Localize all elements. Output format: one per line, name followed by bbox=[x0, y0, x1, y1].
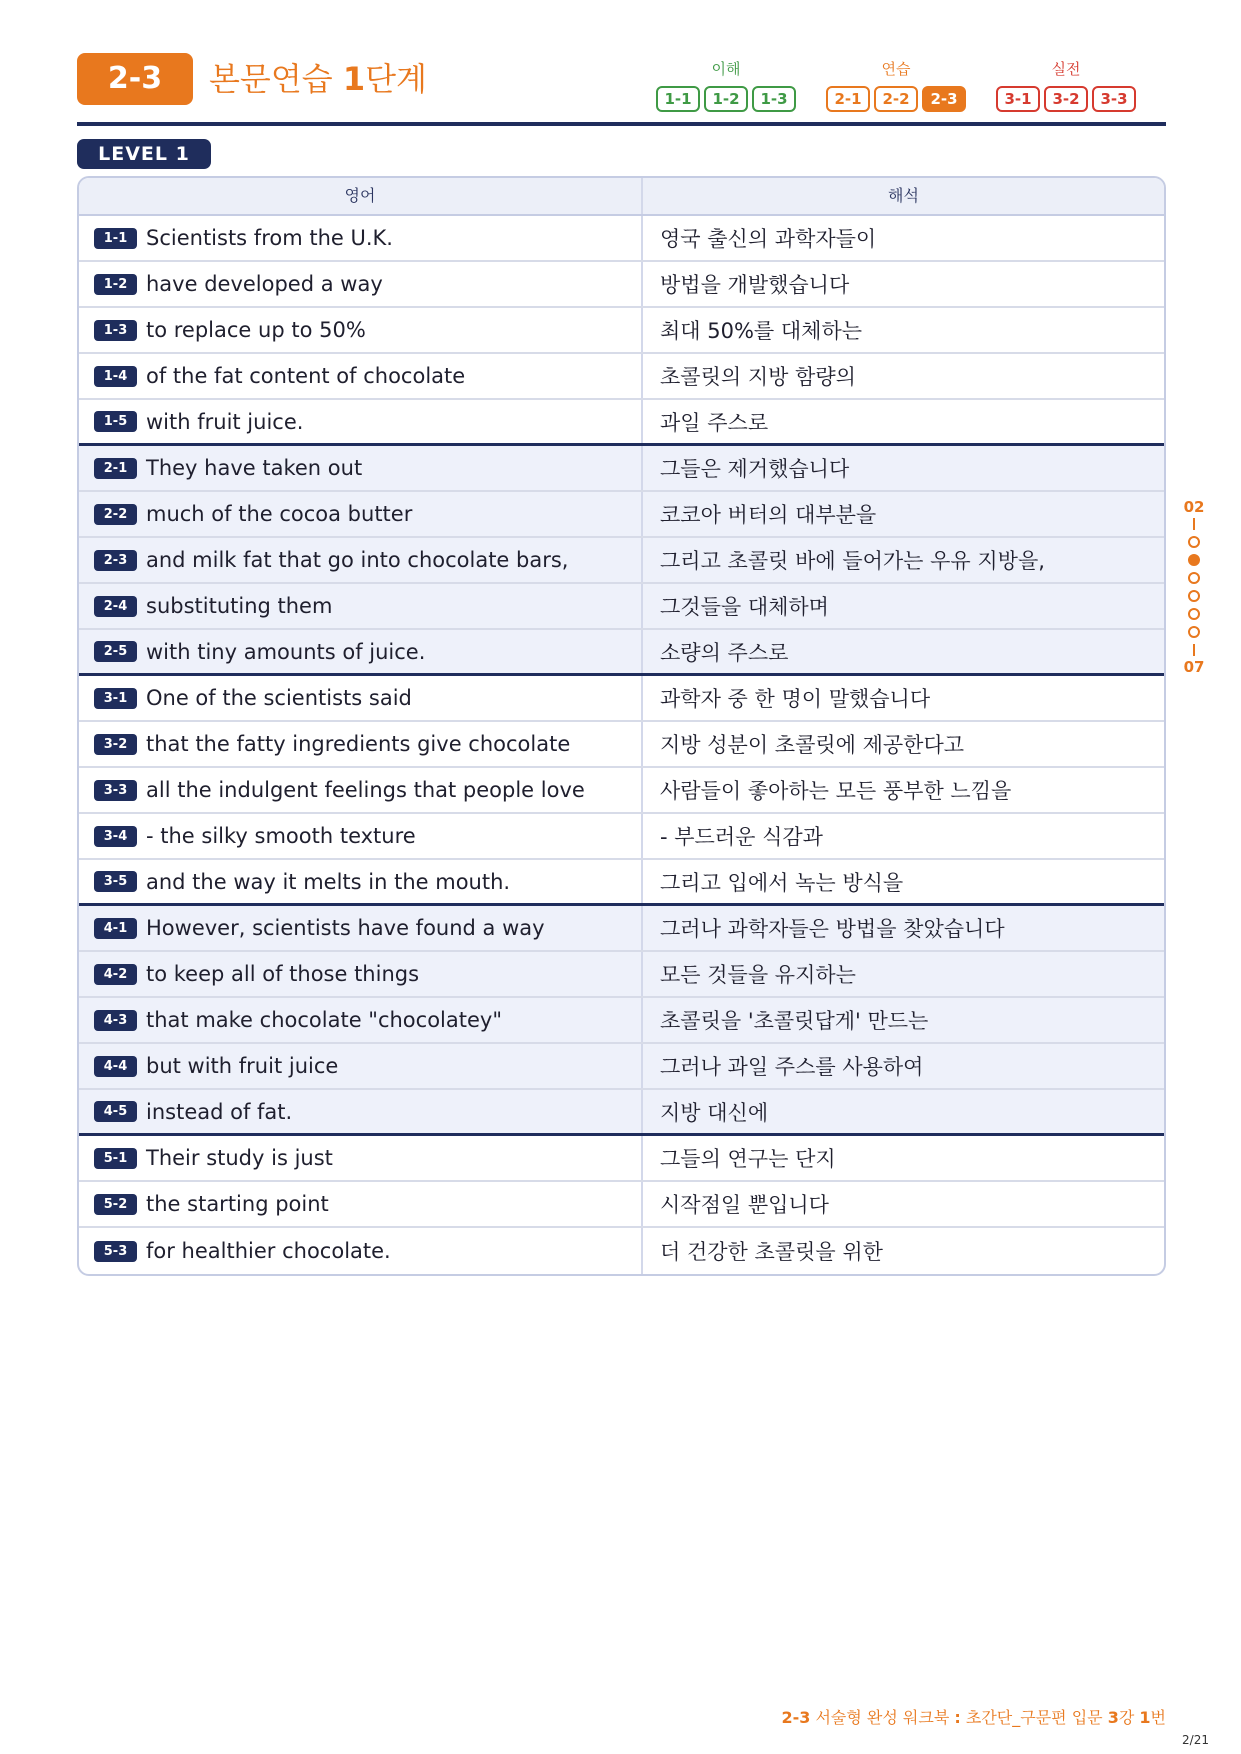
nav-group-real bbox=[996, 58, 1136, 112]
progress-dot[interactable] bbox=[1188, 626, 1200, 638]
progress-line bbox=[1193, 644, 1195, 656]
english-cell bbox=[79, 262, 643, 306]
table-row bbox=[79, 308, 1164, 354]
sentence-number-badge: 3-4 bbox=[94, 826, 137, 847]
korean-cell bbox=[643, 1090, 1164, 1133]
korean-cell bbox=[643, 814, 1164, 858]
progress-dot-current[interactable] bbox=[1188, 554, 1200, 566]
title-part-3: 단계 bbox=[365, 60, 427, 98]
english-text: instead of fat. bbox=[146, 1099, 293, 1124]
sentence-number-badge: 4-5 bbox=[94, 1101, 137, 1122]
english-text: of the fat content of chocolate bbox=[146, 364, 466, 388]
sentence-number-badge: 2-5 bbox=[94, 641, 137, 662]
table-row bbox=[79, 768, 1164, 814]
table-row bbox=[79, 216, 1164, 262]
translation-table bbox=[77, 176, 1166, 1276]
english-cell bbox=[79, 814, 643, 858]
nav-group-label: 이해 bbox=[711, 60, 741, 78]
korean-text: 과일 주스로 bbox=[660, 410, 769, 435]
footer-colon: : bbox=[954, 1708, 961, 1727]
korean-text: 더 건강한 초콜릿을 위한 bbox=[660, 1240, 883, 1264]
footer-series: 초간단_구문편 입문 bbox=[960, 1708, 1108, 1727]
nav-pill-3-3[interactable]: 3-3 bbox=[1092, 86, 1136, 112]
korean-text: 최대 50%를 대체하는 bbox=[660, 319, 863, 343]
english-cell bbox=[79, 1090, 643, 1133]
english-cell bbox=[79, 952, 643, 996]
korean-text: 코코아 버터의 대부분을 bbox=[660, 503, 877, 527]
table-row bbox=[79, 676, 1164, 722]
table-row bbox=[79, 1044, 1164, 1090]
english-text: much of the cocoa butter bbox=[146, 502, 413, 526]
english-text: However, scientists have found a way bbox=[146, 916, 545, 940]
english-cell bbox=[79, 860, 643, 903]
english-text: and the way it melts in the mouth. bbox=[146, 869, 511, 894]
korean-text: 그리고 입에서 녹는 방식을 bbox=[660, 870, 904, 895]
footer-unit-number: 3 bbox=[1107, 1708, 1119, 1727]
table-row bbox=[79, 446, 1164, 492]
table-row bbox=[79, 492, 1164, 538]
progress-line bbox=[1193, 518, 1195, 530]
korean-cell bbox=[643, 860, 1164, 903]
korean-cell bbox=[643, 262, 1164, 306]
korean-cell bbox=[643, 952, 1164, 996]
korean-text: 지방 성분이 초콜릿에 제공한다고 bbox=[660, 733, 965, 757]
english-cell bbox=[79, 492, 643, 536]
korean-text: 사람들이 좋아하는 모든 풍부한 느낌을 bbox=[660, 779, 1012, 803]
english-cell bbox=[79, 584, 643, 628]
korean-cell bbox=[643, 492, 1164, 536]
sentence-number-badge: 5-3 bbox=[94, 1241, 137, 1262]
english-text: have developed a way bbox=[146, 272, 383, 296]
korean-text: 소량의 주스로 bbox=[660, 640, 789, 665]
nav-pill-2-3[interactable]: 2-3 bbox=[922, 86, 966, 112]
korean-text: 초콜릿의 지방 함량의 bbox=[660, 365, 856, 389]
english-cell bbox=[79, 354, 643, 398]
korean-text: 지방 대신에 bbox=[660, 1100, 769, 1125]
chapter-progress bbox=[1182, 498, 1206, 676]
english-text: the starting point bbox=[146, 1192, 329, 1216]
english-text: that the fatty ingredients give chocolate bbox=[146, 732, 571, 756]
table-row bbox=[79, 538, 1164, 584]
korean-text: 그들의 연구는 단지 bbox=[660, 1147, 836, 1171]
page-title bbox=[209, 56, 427, 102]
korean-cell bbox=[643, 1228, 1164, 1274]
korean-text: 시작점일 뿐입니다 bbox=[660, 1193, 829, 1217]
english-cell bbox=[79, 998, 643, 1042]
korean-text: 초콜릿을 '초콜릿답게' 만드는 bbox=[660, 1009, 929, 1033]
footer-book: 서술형 완성 워크북 bbox=[810, 1708, 955, 1727]
english-cell bbox=[79, 1044, 643, 1088]
sentence-number-badge: 2-1 bbox=[94, 458, 137, 479]
english-text: with fruit juice. bbox=[146, 409, 304, 434]
english-cell bbox=[79, 906, 643, 950]
sentence-number-badge: 5-1 bbox=[94, 1148, 137, 1169]
header-divider bbox=[77, 122, 1166, 126]
english-text: to keep all of those things bbox=[146, 962, 420, 986]
sentence-number-badge: 2-3 bbox=[94, 550, 137, 571]
sentence-number-badge: 1-1 bbox=[94, 228, 137, 249]
nav-pill-1-1[interactable]: 1-1 bbox=[656, 86, 700, 112]
sentence-number-badge: 4-3 bbox=[94, 1010, 137, 1031]
english-text: Scientists from the U.K. bbox=[146, 226, 393, 250]
table-row bbox=[79, 906, 1164, 952]
korean-text: 과학자 중 한 명이 말했습니다 bbox=[660, 687, 931, 711]
footer-item-label: 번 bbox=[1150, 1708, 1166, 1727]
nav-pill-1-3[interactable]: 1-3 bbox=[752, 86, 796, 112]
title-part-1: 본문연습 bbox=[209, 60, 343, 98]
english-text: and milk fat that go into chocolate bars, bbox=[146, 548, 569, 572]
english-text: for healthier chocolate. bbox=[146, 1239, 391, 1263]
nav-pill-2-2[interactable]: 2-2 bbox=[874, 86, 918, 112]
table-row bbox=[79, 400, 1164, 446]
nav-pill-1-2[interactable]: 1-2 bbox=[704, 86, 748, 112]
korean-cell bbox=[643, 630, 1164, 673]
sentence-number-badge: 3-2 bbox=[94, 734, 137, 755]
korean-text: - 부드러운 식감과 bbox=[660, 825, 823, 849]
sentence-number-badge: 4-4 bbox=[94, 1056, 137, 1077]
korean-text: 그러나 과일 주스를 사용하여 bbox=[660, 1055, 924, 1079]
korean-cell bbox=[643, 538, 1164, 582]
table-row bbox=[79, 1136, 1164, 1182]
korean-text: 그것들을 대체하며 bbox=[660, 595, 829, 619]
title-part-2: 1 bbox=[342, 60, 366, 98]
table-row bbox=[79, 952, 1164, 998]
english-cell bbox=[79, 630, 643, 673]
sentence-number-badge: 1-4 bbox=[94, 366, 137, 387]
korean-text: 모든 것들을 유지하는 bbox=[660, 963, 856, 987]
nav-pill-2-1[interactable]: 2-1 bbox=[826, 86, 870, 112]
table-row bbox=[79, 998, 1164, 1044]
english-cell bbox=[79, 1182, 643, 1226]
table-header bbox=[79, 178, 1164, 216]
table-row bbox=[79, 1182, 1164, 1228]
korean-cell bbox=[643, 676, 1164, 720]
english-text: all the indulgent feelings that people love bbox=[146, 778, 585, 802]
table-row bbox=[79, 814, 1164, 860]
progress-dot[interactable] bbox=[1188, 572, 1200, 584]
nav-group-understand bbox=[656, 58, 796, 112]
sentence-number-badge: 4-1 bbox=[94, 918, 137, 939]
level-badge: LEVEL 1 bbox=[77, 139, 211, 169]
english-cell bbox=[79, 768, 643, 812]
english-text: to replace up to 50% bbox=[146, 318, 366, 342]
table-row bbox=[79, 354, 1164, 400]
english-text: They have taken out bbox=[146, 456, 363, 480]
progress-dot[interactable] bbox=[1188, 536, 1200, 548]
table-row bbox=[79, 1090, 1164, 1136]
korean-cell bbox=[643, 998, 1164, 1042]
english-cell bbox=[79, 676, 643, 720]
english-cell bbox=[79, 446, 643, 490]
table-row bbox=[79, 722, 1164, 768]
english-text: Their study is just bbox=[146, 1146, 333, 1170]
nav-group-label: 연습 bbox=[881, 60, 911, 78]
sentence-number-badge: 3-1 bbox=[94, 688, 137, 709]
table-row bbox=[79, 262, 1164, 308]
footer-source bbox=[781, 1705, 1166, 1728]
korean-cell bbox=[643, 1136, 1164, 1180]
english-text: One of the scientists said bbox=[146, 686, 412, 710]
english-cell bbox=[79, 1136, 643, 1180]
footer-unit-label: 강 bbox=[1118, 1708, 1140, 1727]
table-row bbox=[79, 584, 1164, 630]
column-header-korean: 해석 bbox=[888, 186, 919, 205]
korean-text: 영국 출신의 과학자들이 bbox=[660, 227, 877, 251]
korean-cell bbox=[643, 584, 1164, 628]
sentence-number-badge: 1-3 bbox=[94, 320, 137, 341]
korean-cell bbox=[643, 1182, 1164, 1226]
sentence-number-badge: 2-2 bbox=[94, 504, 137, 525]
english-cell bbox=[79, 400, 643, 443]
korean-cell bbox=[643, 906, 1164, 950]
english-cell bbox=[79, 722, 643, 766]
korean-cell bbox=[643, 1044, 1164, 1088]
progress-dot[interactable] bbox=[1188, 608, 1200, 620]
korean-cell bbox=[643, 354, 1164, 398]
korean-cell bbox=[643, 446, 1164, 490]
korean-cell bbox=[643, 308, 1164, 352]
english-text: - the silky smooth texture bbox=[146, 824, 416, 848]
sentence-number-badge: 4-2 bbox=[94, 964, 137, 985]
sentence-number-badge: 1-2 bbox=[94, 274, 137, 295]
english-text: with tiny amounts of juice. bbox=[146, 639, 426, 664]
nav-pill-3-1[interactable]: 3-1 bbox=[996, 86, 1040, 112]
column-header-english: 영어 bbox=[79, 178, 643, 214]
nav-group-label: 실전 bbox=[1051, 60, 1081, 78]
korean-cell bbox=[643, 768, 1164, 812]
table-row bbox=[79, 860, 1164, 906]
korean-cell bbox=[643, 216, 1164, 260]
english-cell bbox=[79, 308, 643, 352]
korean-text: 방법을 개발했습니다 bbox=[660, 273, 850, 297]
progress-dot[interactable] bbox=[1188, 590, 1200, 602]
sentence-number-badge: 3-5 bbox=[94, 871, 137, 892]
english-text: that make chocolate "chocolatey" bbox=[146, 1008, 502, 1032]
sentence-number-badge: 1-5 bbox=[94, 411, 137, 432]
sentence-number-badge: 5-2 bbox=[94, 1194, 137, 1215]
footer-item-number: 1 bbox=[1139, 1708, 1151, 1727]
nav-pill-3-2[interactable]: 3-2 bbox=[1044, 86, 1088, 112]
sentence-number-badge: 2-4 bbox=[94, 596, 137, 617]
korean-text: 그러나 과학자들은 방법을 찾았습니다 bbox=[660, 917, 1005, 941]
korean-cell bbox=[643, 722, 1164, 766]
footer-lesson: 2-3 bbox=[781, 1708, 811, 1727]
korean-text: 그들은 제거했습니다 bbox=[660, 457, 850, 481]
english-cell bbox=[79, 1228, 643, 1274]
korean-cell bbox=[643, 400, 1164, 443]
progress-start-label: 02 bbox=[1183, 498, 1205, 516]
english-text: but with fruit juice bbox=[146, 1054, 339, 1078]
progress-end-label: 07 bbox=[1183, 658, 1205, 676]
english-cell bbox=[79, 538, 643, 582]
table-row bbox=[79, 1228, 1164, 1274]
table-row bbox=[79, 630, 1164, 676]
lesson-badge: 2-3 bbox=[77, 53, 193, 105]
korean-text: 그리고 초콜릿 바에 들어가는 우유 지방을, bbox=[660, 549, 1045, 573]
page-number: 2/21 bbox=[1182, 1733, 1209, 1747]
english-cell bbox=[79, 216, 643, 260]
english-text: substituting them bbox=[146, 594, 333, 618]
nav-group-practice bbox=[826, 58, 966, 112]
sentence-number-badge: 3-3 bbox=[94, 780, 137, 801]
